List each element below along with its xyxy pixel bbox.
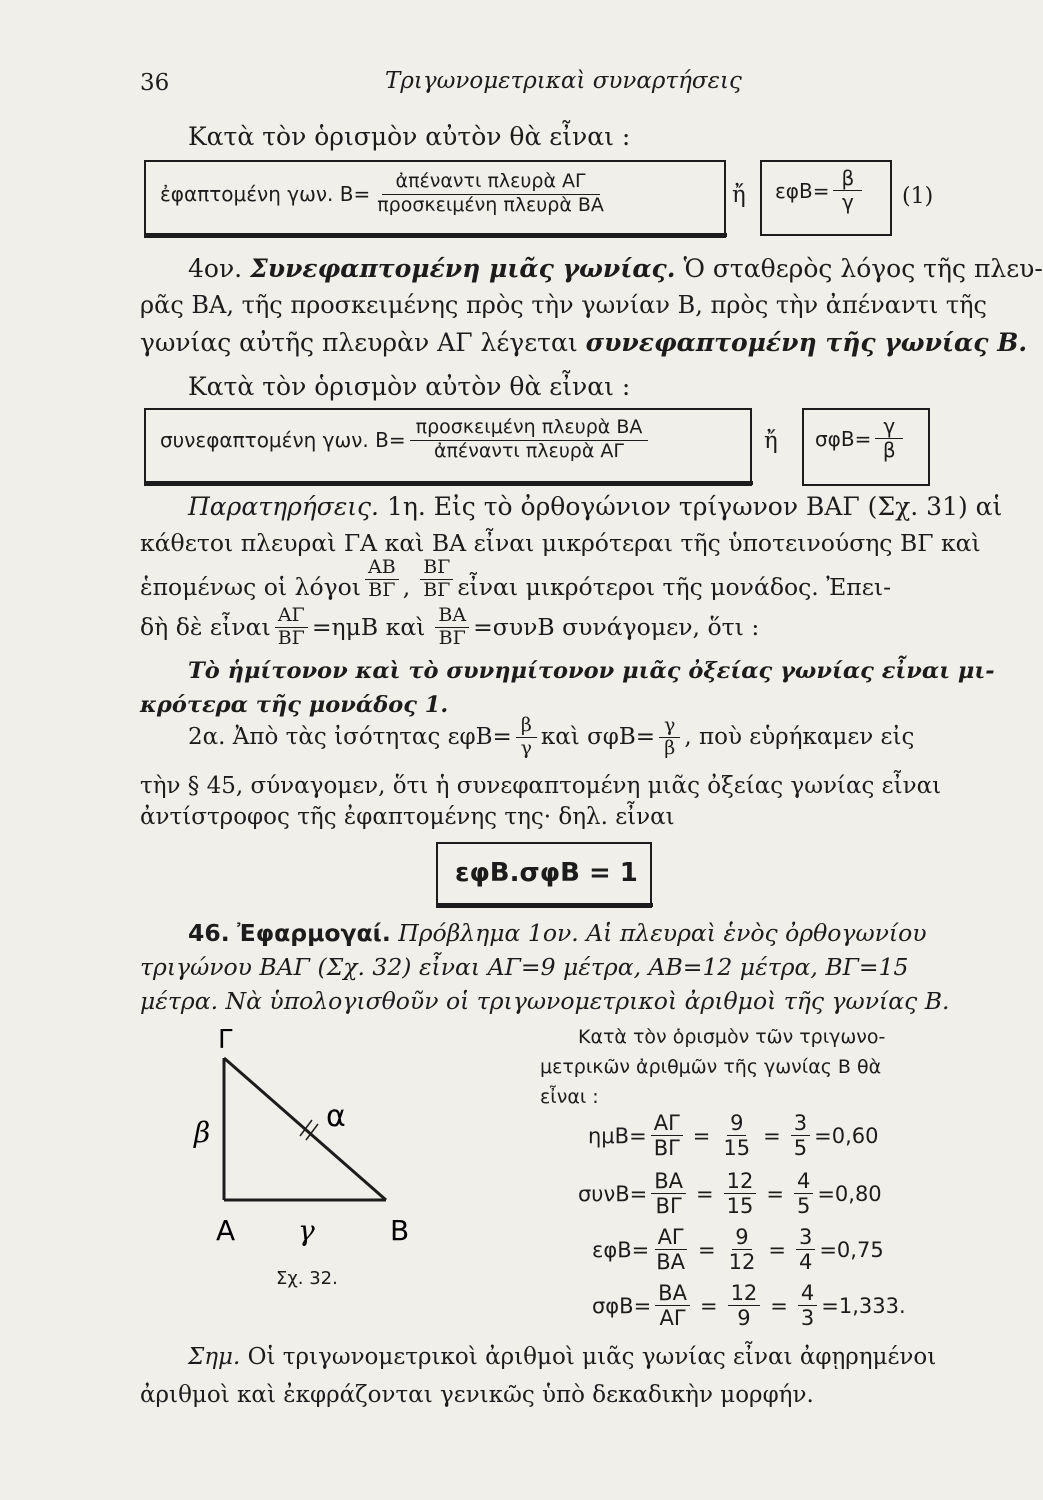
result-num: 4 xyxy=(798,1282,817,1306)
triangle-figure xyxy=(180,1025,440,1250)
ratio-ag-bg xyxy=(275,606,308,649)
result-den: ΒΑ xyxy=(656,1250,685,1275)
remark1-line1 xyxy=(188,494,1002,519)
remark2-cot-num: γ xyxy=(659,716,680,738)
equals-sign: = xyxy=(695,1181,714,1206)
result-den: 15 xyxy=(723,1136,751,1161)
result-num: 12 xyxy=(724,1170,757,1194)
note-line2: ἀριθμοὶ καὶ ἐκφράζονται γενικῶς ὑπὸ δεκαδικὴν μορφήν. xyxy=(140,1382,814,1408)
note-line1 xyxy=(188,1346,936,1369)
result-frac-reduced xyxy=(796,1226,815,1273)
side-alpha-label: α xyxy=(326,1099,346,1134)
result-frac-reduced xyxy=(791,1112,810,1159)
ratio-comma: , xyxy=(402,572,411,601)
result-num: ΒΑ xyxy=(651,1170,686,1194)
result-num: ΑΓ xyxy=(651,1112,683,1136)
remark2-line3: ἀντίστροφος τῆς ἐφαπτομένης της· δηλ. εἶναι xyxy=(140,804,675,830)
remark1-line4-b: =ημΒ καὶ xyxy=(311,612,426,641)
cotangent-short-num: γ xyxy=(875,416,903,439)
result-num: 9 xyxy=(732,1226,751,1250)
tangent-fraction xyxy=(374,172,607,216)
vertex-gamma-label: Γ xyxy=(218,1025,233,1055)
tangent-short-label: εφB= xyxy=(775,178,830,203)
result-num: 9 xyxy=(727,1112,746,1136)
problem-label: Πρόβλημα 1ον. xyxy=(398,919,579,947)
section4-heading: Συνεφαπτομένη μιᾶς γωνίας. xyxy=(250,254,676,283)
side-text-line2: μετρικῶν ἀριθμῶν τῆς γωνίας Β θὰ xyxy=(540,1056,882,1078)
section4-number: 4ον. xyxy=(188,254,243,283)
cotangent-denominator: ἀπέναντι πλευρὰ ΑΓ xyxy=(433,439,625,462)
result-row-tan xyxy=(592,1226,884,1273)
remark1-line2: κάθετοι πλευραὶ ΓΑ καὶ ΒΑ εἶναι μικρότεραι τῆς ὑποτεινούσης ΒΓ καὶ xyxy=(140,529,981,557)
equals-sign: = xyxy=(770,1293,788,1318)
result-den: ΑΓ xyxy=(659,1306,686,1331)
result-den: 4 xyxy=(798,1250,813,1275)
result-value: =1,333. xyxy=(821,1293,906,1318)
result-lhs: σφΒ= xyxy=(592,1293,652,1318)
tangent-box-shadow xyxy=(144,233,727,237)
ratio-ab-den: ΒΓ xyxy=(368,578,396,601)
product-box-shadow xyxy=(436,903,653,907)
cotangent-formula xyxy=(160,418,652,462)
remark2-b: καὶ σφΒ= xyxy=(540,723,656,750)
cotangent-short-formula xyxy=(815,416,907,461)
cotangent-short-den: β xyxy=(882,438,896,462)
ratio-bg-den: ΒΓ xyxy=(423,578,451,601)
tangent-or: ἤ xyxy=(732,182,746,208)
result-num: 3 xyxy=(796,1226,815,1250)
cotangent-label: συνεφαπτομένη γων. B= xyxy=(160,427,406,452)
result-lhs: ημΒ= xyxy=(588,1123,647,1148)
note-line1-rest: Οἱ τριγωνομετρικοὶ ἀριθμοὶ μιᾶς γωνίας εἶναι ἀφῃρημένοι xyxy=(247,1344,937,1370)
equals-sign: = xyxy=(768,1237,786,1262)
result-lhs: εφΒ= xyxy=(592,1237,650,1262)
remark2-cot-den: β xyxy=(664,736,676,759)
ratio-ab-bg xyxy=(365,558,399,601)
cotangent-intro: Κατὰ τὸν ὁρισμὸν αὐτὸν θὰ εἶναι : xyxy=(188,372,631,401)
ratio-ba-num: ΒΑ xyxy=(435,606,469,628)
result-row-sin xyxy=(588,1112,878,1159)
applications-line1-rest: Αἱ πλευραὶ ἑνὸς ὀρθογωνίου xyxy=(586,919,927,947)
ratio-ag-den: ΒΓ xyxy=(277,626,305,649)
result-num: 3 xyxy=(791,1112,810,1136)
result-num: 4 xyxy=(794,1170,813,1194)
cotangent-numerator: προσκειμένη πλευρὰ ΒΑ xyxy=(410,418,649,441)
ratio-ba-bg xyxy=(435,606,469,649)
result-num: ΒΑ xyxy=(655,1282,690,1306)
tangent-short-den: γ xyxy=(841,190,854,214)
result-frac-numbers xyxy=(724,1170,757,1217)
result-value: =0,75 xyxy=(819,1237,884,1262)
remark2-line2: τὴν § 45, σύναγομεν, ὅτι ἡ συνεφαπτομένη μιᾶς ὀξείας γωνίας εἶναι xyxy=(140,773,942,799)
ratio-ab-num: ΑΒ xyxy=(365,558,399,580)
ratio-ag-num: ΑΓ xyxy=(275,606,308,628)
result-frac-letters xyxy=(655,1282,690,1329)
tangent-label: ἐφαπτομένη γων. B= xyxy=(160,181,371,206)
result-den: 15 xyxy=(726,1194,754,1219)
remark2-line1 xyxy=(188,716,914,759)
result-den: 3 xyxy=(800,1306,815,1331)
applications-heading: Ἐφαρμογαί. xyxy=(237,919,391,947)
remark1-line1-text: 1η. Εἰς τὸ ὀρθογώνιον τρίγωνον ΒΑΓ (Σχ. 31) αἱ xyxy=(386,492,1003,521)
side-text-line1: Κατὰ τὸν ὁρισμὸν τῶν τριγωνο- xyxy=(578,1026,886,1048)
remark2-tan-num: β xyxy=(516,716,537,738)
result-lhs: συνΒ= xyxy=(578,1181,648,1206)
remark1-line3 xyxy=(140,558,891,601)
ratio-ba-den: ΒΓ xyxy=(438,626,466,649)
result-frac-reduced xyxy=(794,1170,813,1217)
result-frac-letters xyxy=(651,1170,686,1217)
result-den: 5 xyxy=(796,1194,811,1219)
remark1-line4-a: δὴ δὲ εἶναι xyxy=(140,612,271,641)
tangent-denominator: προσκειμένη πλευρὰ ΒΑ xyxy=(377,193,604,216)
remark1-bold-line1: Τὸ ἡμίτονον καὶ τὸ συνημίτονον μιᾶς ὀξείας γωνίας εἶναι μι- xyxy=(188,658,995,684)
applications-number: 46. xyxy=(188,919,230,947)
result-num: ΑΓ xyxy=(655,1226,687,1250)
section4-line2: ρᾶς ΒΑ, τῆς προσκειμένης πρὸς τὴν γωνίαν Β, πρὸς τὴν ἀπέναντι τῆς xyxy=(140,291,987,319)
cotangent-short-label: σφB= xyxy=(815,426,872,451)
cotangent-or: ἤ xyxy=(764,428,778,454)
tangent-short-formula xyxy=(775,168,866,213)
figure-caption: Σχ. 32. xyxy=(276,1268,338,1289)
equals-sign: = xyxy=(698,1237,716,1262)
result-den: 9 xyxy=(737,1306,751,1331)
remarks-title: Παρατηρήσεις. xyxy=(188,492,379,521)
ratio-bg-num: ΒΓ xyxy=(420,558,453,580)
equals-sign: = xyxy=(766,1181,784,1206)
side-beta-label: β xyxy=(194,1116,211,1149)
vertex-alpha-label: Α xyxy=(216,1214,236,1247)
vertex-beta-label: Β xyxy=(390,1214,410,1247)
tangent-formula xyxy=(160,172,611,216)
applications-line1 xyxy=(188,919,927,947)
applications-line2: τριγώνου ΒΑΓ (Σχ. 32) εἶναι ΑΓ=9 μέτρα, ΑΒ=12 μέτρα, ΒΓ=15 xyxy=(140,953,909,981)
tangent-numerator: ἀπέναντι πλευρὰ ΑΓ xyxy=(382,172,600,195)
section4-line3 xyxy=(140,330,1027,355)
result-frac-reduced xyxy=(798,1282,817,1329)
running-title: Τριγωνομετρικαὶ συναρτήσεις xyxy=(385,68,742,94)
product-formula: εφΒ.σφΒ = 1 xyxy=(455,858,638,888)
ratio-bg-bg xyxy=(420,558,453,601)
remark2-cot-fraction xyxy=(659,716,680,759)
result-frac-letters xyxy=(651,1112,683,1159)
tangent-short-fraction xyxy=(833,168,862,213)
result-den: 12 xyxy=(728,1250,756,1275)
note-label: Σημ. xyxy=(188,1344,241,1370)
remark1-bold-line2: κρότερα τῆς μονάδος 1. xyxy=(140,692,449,718)
result-den: ΒΓ xyxy=(655,1194,682,1219)
cotangent-short-fraction xyxy=(875,416,903,461)
equals-sign: = xyxy=(763,1123,781,1148)
remark1-line4-c: =συνΒ συνάγομεν, ὅτι : xyxy=(473,612,760,641)
tangent-short-num: β xyxy=(833,168,862,191)
applications-line3: μέτρα. Νὰ ὑπολογισθοῦν οἱ τριγωνομετρικοὶ ἀριθμοὶ τῆς γωνίας Β. xyxy=(140,987,950,1015)
remark1-line4 xyxy=(140,606,759,649)
remark1-line3-b: εἶναι μικρότεροι τῆς μονάδος. Ἐπει- xyxy=(457,572,892,601)
section4-line1-rest: Ὁ σταθερὸς λόγος τῆς πλευ- xyxy=(683,254,1043,283)
section4-line1 xyxy=(188,256,1043,281)
result-frac-numbers xyxy=(726,1226,759,1273)
result-frac-numbers xyxy=(728,1282,761,1329)
result-frac-letters xyxy=(653,1226,688,1273)
remark2-tan-den: γ xyxy=(520,736,533,759)
result-den: ΒΓ xyxy=(653,1136,680,1161)
section4-term: συνεφαπτομένη τῆς γωνίας Β. xyxy=(585,328,1028,357)
result-row-cos xyxy=(578,1170,882,1217)
result-row-cot xyxy=(592,1282,906,1329)
remark2-tan-fraction xyxy=(516,716,537,759)
side-gamma-label: γ xyxy=(298,1214,315,1247)
equation-number: (1) xyxy=(902,184,934,209)
remark2-a: 2α. Ἀπὸ τὰς ἰσότητας εφΒ= xyxy=(188,723,512,750)
remark1-line3-a: ἑπομένως οἱ λόγοι xyxy=(140,572,362,601)
side-text-line3: εἶναι : xyxy=(540,1086,599,1108)
tangent-intro: Κατὰ τὸν ὁρισμὸν αὐτὸν θὰ εἶναι : xyxy=(188,122,631,151)
result-value: =0,60 xyxy=(814,1123,879,1148)
page-number: 36 xyxy=(140,70,170,96)
equals-sign: = xyxy=(692,1123,711,1148)
cotangent-fraction xyxy=(410,418,649,462)
section4-line3-start: γωνίας αὐτῆς πλευρὰν ΑΓ λέγεται xyxy=(140,328,578,357)
remark2-c: , ποὺ εὑρήκαμεν εἰς xyxy=(684,723,915,750)
equals-sign: = xyxy=(699,1293,718,1318)
result-frac-numbers xyxy=(720,1112,753,1159)
result-value: =0,80 xyxy=(817,1181,882,1206)
result-num: 12 xyxy=(728,1282,761,1306)
result-den: 5 xyxy=(793,1136,808,1161)
cotangent-box-shadow xyxy=(144,481,753,485)
